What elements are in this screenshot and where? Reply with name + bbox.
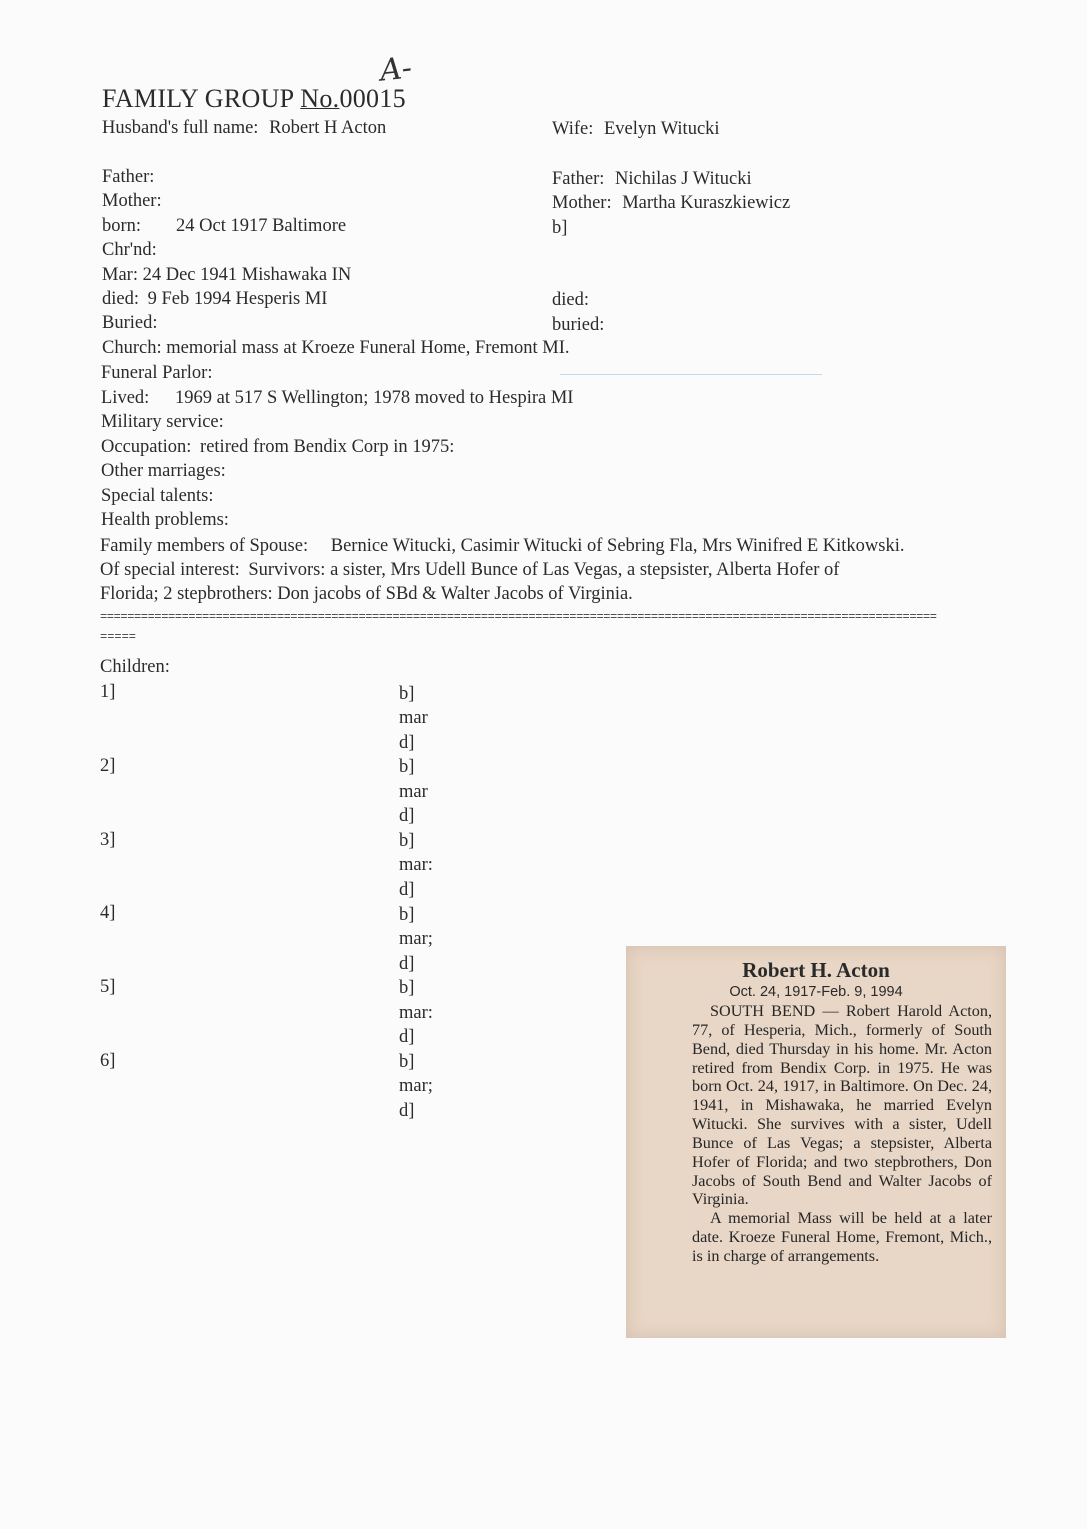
title-number: 00015 — [339, 84, 406, 113]
child-died-label: d] — [399, 733, 415, 753]
family-spouse-value: Bernice Witucki, Casimir Witucki of Sebring Fla, Mrs Winifred E Kitkowski. — [330, 536, 905, 556]
special-interest-line1: Survivors: a sister, Mrs Udell Bunce of Las Vegas, a stepsister, Alberta Hofer of — [248, 560, 840, 580]
child-number: 3] — [100, 830, 116, 850]
special-interest-label: Of special interest: — [100, 560, 240, 580]
husband-born: 24 Oct 1917 Baltimore — [176, 216, 347, 236]
child-number: 5] — [100, 977, 116, 997]
husband-died-row — [102, 287, 327, 311]
obituary-clipping — [626, 946, 1006, 1338]
child-married-label: mar: — [399, 1003, 433, 1023]
occupation-label: Occupation: — [101, 437, 192, 457]
family-spouse-label: Family members of Spouse: — [100, 536, 309, 556]
child-number: 2] — [100, 756, 116, 776]
child-married-label: mar — [399, 708, 428, 728]
faint-blue-line — [560, 374, 822, 375]
child-number: 1] — [100, 682, 116, 702]
special-interest-line2: Florida; 2 stepbrothers: Don jacobs of SBd & Walter Jacobs of Virginia. — [100, 584, 633, 604]
special-talents-label: Special talents: — [101, 486, 214, 506]
child-born-label: b] — [399, 684, 415, 704]
child-died-label: d] — [399, 1027, 415, 1047]
wife-name-row — [552, 117, 720, 141]
husband-married-row — [102, 263, 351, 287]
title-prefix: FAMILY GROUP — [102, 84, 301, 113]
wife-mother: Martha Kuraszkiewicz — [622, 193, 791, 213]
husband-name: Robert H Acton — [269, 118, 387, 138]
child-married-label: mar — [399, 782, 428, 802]
wife-born-label: b] — [552, 218, 568, 238]
wife-buried-label: buried: — [552, 315, 605, 335]
child-born-label: b] — [399, 831, 415, 851]
clipping-paragraph: SOUTH BEND — Robert Harold Acton, 77, of Hesperia, Mich., formerly of South Bend, died Thursday in his home. Mr. Acton retired from Bendix Corp. in 1975. He was born Oct. 24, 1917, in Baltimore. On Dec. 24, 1941, in Mishawaka, he married Evelyn Witucki. She survives with a sister, Udell Bunce of Las Vegas; a stepsister, Alberta Hofer of Florida; and two stepbrothers, Don Jacobs of South Bend and Walter Jacobs of Virginia. — [692, 1002, 992, 1209]
occupation-row — [101, 435, 454, 459]
husband-name-row — [102, 116, 386, 140]
husband-mother-label: Mother: — [102, 191, 162, 211]
husband-father-label: Father: — [102, 167, 155, 187]
child-died-label: d] — [399, 1101, 415, 1121]
health-label: Health problems: — [101, 510, 229, 530]
husband-married: 24 Dec 1941 Mishawaka IN — [142, 265, 352, 285]
husband-born-label: born: — [102, 216, 142, 236]
funeral-parlor-label: Funeral Parlor: — [101, 363, 213, 383]
child-married-label: mar: — [399, 855, 433, 875]
wife-mother-row — [552, 191, 790, 215]
children-label: Children: — [100, 657, 170, 677]
title-no: No. — [300, 84, 340, 113]
church-label: Church: — [102, 338, 162, 358]
husband-christened-label: Chr'nd: — [102, 240, 157, 260]
husband-married-label: Mar: — [102, 265, 138, 285]
page-title — [102, 84, 406, 114]
wife-father-label: Father: — [552, 169, 605, 189]
family-spouse-row — [100, 534, 905, 558]
child-number: 4] — [100, 903, 116, 923]
military-label: Military service: — [101, 412, 224, 432]
husband-died: 9 Feb 1994 Hesperis MI — [147, 289, 328, 309]
wife-father: Nichilas J Witucki — [615, 169, 752, 189]
husband-buried-label: Buried: — [102, 313, 158, 333]
clipping-body — [692, 1002, 992, 1266]
church-row — [102, 336, 570, 360]
special-interest-row — [100, 558, 839, 582]
wife-father-row — [552, 167, 752, 191]
child-died-label: d] — [399, 806, 415, 826]
clipping-title: Robert H. Acton — [742, 958, 890, 982]
wife-died-label: died: — [552, 290, 589, 310]
child-number: 6] — [100, 1051, 116, 1071]
clipping-dates: Oct. 24, 1917-Feb. 9, 1994 — [729, 984, 903, 1000]
wife-name: Evelyn Witucki — [604, 119, 720, 139]
child-married-label: mar; — [399, 929, 433, 949]
child-died-label: d] — [399, 880, 415, 900]
wife-name-label: Wife: — [552, 119, 594, 139]
clipping-paragraph: A memorial Mass will be held at a later date. Kroeze Funeral Home, Fremont, Mich., is in charge of arrangements. — [692, 1209, 992, 1265]
separator-line: =========================================================================================================================== — [100, 610, 937, 624]
child-born-label: b] — [399, 1052, 415, 1072]
child-married-label: mar; — [399, 1076, 433, 1096]
church-value: memorial mass at Kroeze Funeral Home, Fremont MI. — [166, 338, 570, 358]
child-born-label: b] — [399, 905, 415, 925]
wife-mother-label: Mother: — [552, 193, 612, 213]
husband-name-label: Husband's full name: — [102, 118, 259, 138]
handwritten-mark: A- — [378, 50, 414, 89]
lived-value: 1969 at 517 S Wellington; 1978 moved to Hespira MI — [175, 388, 574, 408]
child-born-label: b] — [399, 757, 415, 777]
other-marriages-label: Other marriages: — [101, 461, 226, 481]
husband-died-label: died: — [102, 289, 139, 309]
child-born-label: b] — [399, 978, 415, 998]
separator-short: ===== — [100, 630, 137, 644]
lived-label: Lived: — [101, 388, 150, 408]
occupation-value: retired from Bendix Corp in 1975: — [200, 437, 455, 457]
child-died-label: d] — [399, 954, 415, 974]
